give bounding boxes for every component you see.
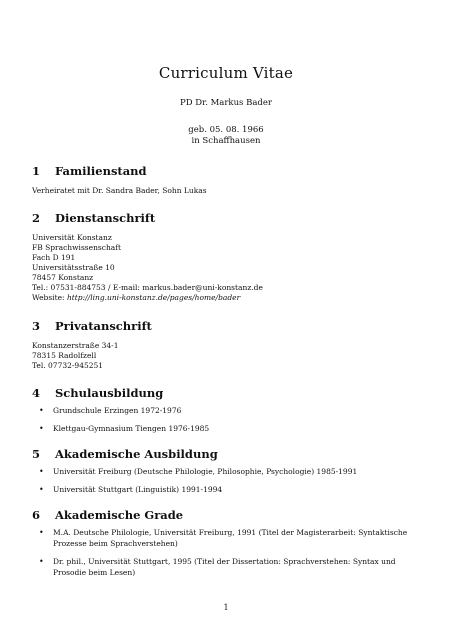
list-item [39, 467, 415, 478]
website-line [32, 293, 240, 303]
list-item [39, 406, 415, 417]
list-item-text: Universität Freiburg (Deutsche Philologie, Philosophie, Psychologie) 1985-1991 [53, 467, 358, 476]
section-number: 1 [32, 164, 41, 178]
section-title: Schulausbildung [55, 386, 164, 400]
website-label: Website: [32, 293, 67, 302]
address-line: Universitätsstraße 10 [32, 263, 115, 272]
contact-line: Tel.: 07531-884753 / E-mail: markus.bader@uni-konstanz.de [32, 283, 263, 292]
list-item-text: M.A. Deutsche Philologie, Universität Freiburg, 1991 (Titel der Magisterarbeit: Syntaktische Prozesse beim Sprachverstehen) [53, 528, 408, 548]
list-item [39, 528, 415, 549]
birth-date: geb. 05. 08. 1966 [188, 125, 264, 135]
section-heading-familienstand [32, 164, 147, 178]
bullet-icon: • [39, 406, 44, 415]
list-item-text: Grundschule Erzingen 1972-1976 [53, 406, 182, 415]
bullet-icon: • [39, 485, 44, 494]
page-number: 1 [223, 603, 229, 612]
address-line: 78315 Radolfzell [32, 351, 97, 360]
section-number: 5 [32, 447, 41, 461]
birth-place: in Schaffhausen [191, 136, 261, 146]
list-item-text: Dr. phil., Universität Stuttgart, 1995 (Titel der Dissertation: Sprachverstehen: Syntax und Prosodie beim Lesen) [53, 557, 396, 577]
section-number: 2 [32, 211, 41, 225]
bullet-icon: • [39, 528, 44, 537]
phone-line: Tel. 07732-945251 [32, 361, 104, 370]
author-name: PD Dr. Markus Bader [180, 98, 272, 108]
section-number: 4 [32, 386, 41, 400]
bullet-icon: • [39, 424, 44, 433]
section-heading-akademische-grade [32, 508, 183, 522]
section-number: 6 [32, 508, 41, 522]
document-title: Curriculum Vitae [158, 64, 294, 82]
list-item [39, 557, 415, 578]
list-item-text: Universität Stuttgart (Linguistik) 1991-1994 [53, 485, 223, 494]
section-title: Dienstanschrift [55, 211, 156, 225]
list-item [39, 424, 415, 435]
section-heading-dienstanschrift [32, 211, 155, 225]
address-line: Konstanzerstraße 34-1 [32, 341, 119, 350]
bullet-icon: • [39, 557, 44, 566]
section-heading-schulausbildung [32, 386, 163, 400]
familienstand-text: Verheiratet mit Dr. Sandra Bader, Sohn Lukas [32, 186, 207, 195]
section-heading-privatanschrift [32, 319, 152, 333]
website-link[interactable]: http://ling.uni-konstanz.de/pages/home/bader [66, 293, 241, 302]
address-line: FB Sprachwissenschaft [32, 243, 122, 252]
section-heading-akademische-ausbildung [32, 447, 218, 461]
section-title: Akademische Ausbildung [55, 447, 218, 461]
address-line: Universität Konstanz [32, 233, 112, 242]
section-title: Familienstand [55, 164, 147, 178]
list-item-text: Klettgau-Gymnasium Tiengen 1976-1985 [53, 424, 210, 433]
bullet-icon: • [39, 467, 44, 476]
address-line: 78457 Konstanz [32, 273, 94, 282]
address-line: Fach D 191 [32, 253, 76, 262]
section-title: Akademische Grade [55, 508, 184, 522]
section-number: 3 [32, 319, 41, 333]
list-item [39, 485, 415, 496]
section-title: Privatanschrift [55, 319, 152, 333]
